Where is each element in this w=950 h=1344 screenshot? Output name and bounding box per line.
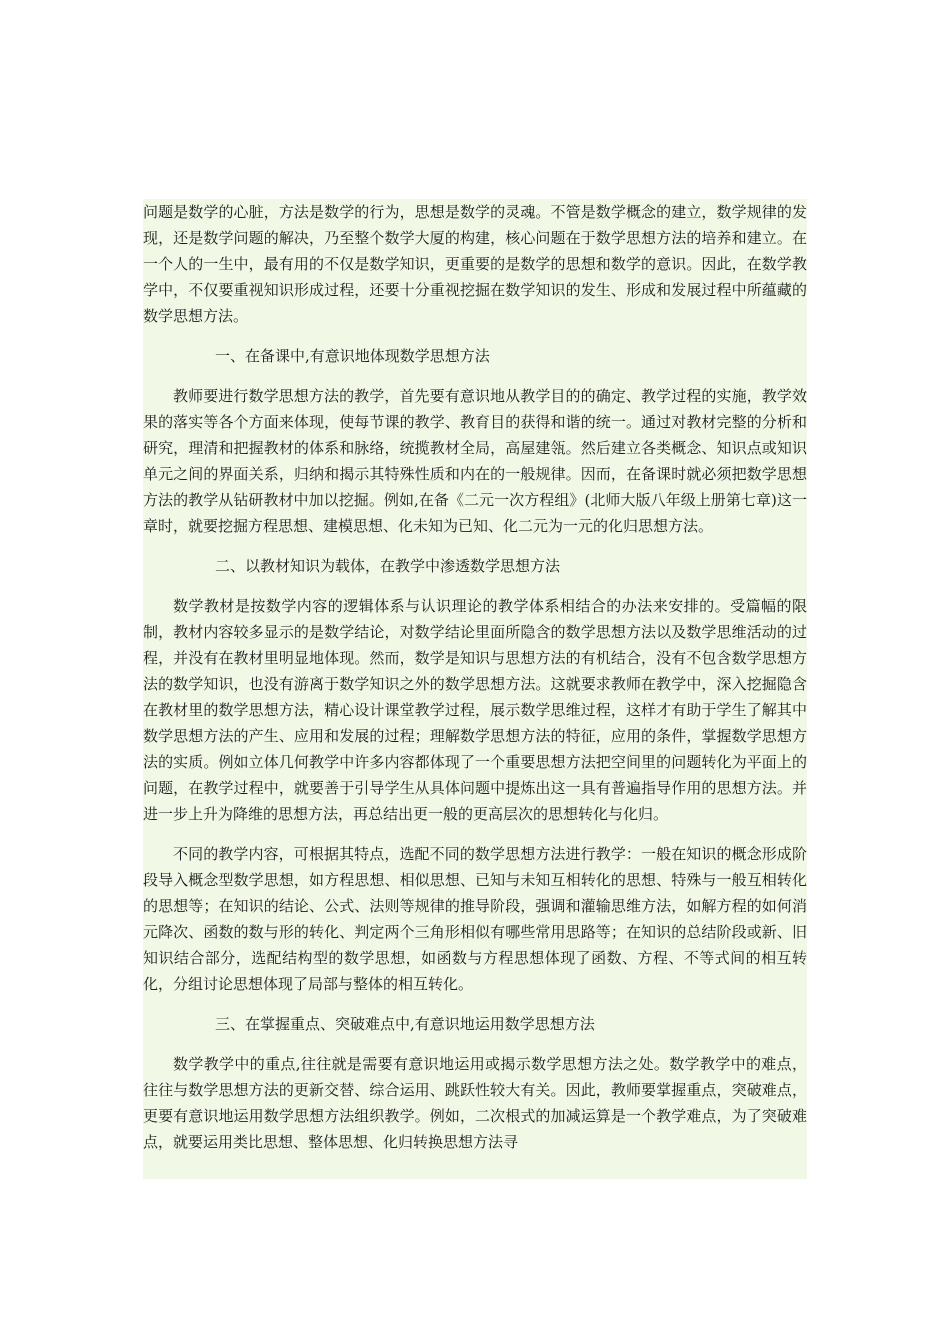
spacer [143, 997, 807, 1011]
spacer [143, 579, 807, 593]
spacer [143, 827, 807, 841]
intro-paragraph: 问题是数学的心脏，方法是数学的行为，思想是数学的灵魂。不管是数学概念的建立，数学规律的发现，还是数学问题的解决，乃至整个数学大厦的构建，核心问题在于数学思想方法的培养和建立。在一个人的一生中，最有用的不仅是数学知识，更重要的是数学的思想和数学的意识。因此，在数学教学中，不仅要重视知识形成过程，还要十分重视挖掘在数学知识的发生、形成和发展过程中所蕴藏的数学思想方法。 [143, 203, 807, 325]
section-1-paragraph: 教师要进行数学思想方法的教学，首先要有意识地从教学目的的确定、教学过程的实施，教学效果的落实等各个方面来体现，使每节课的教学、教育目的获得和谐的统一。通过对教材完整的分析和研究，理清和把握教材的体系和脉络，统揽教材全局，高屋建瓴。然后建立各类概念、知识点或知识单元之间的界面关系，归纳和揭示其特殊性质和内在的一般规律。因而，在备课时就必须把数学思想方法的教学从钻研教材中加以挖掘。例如,在备《二元一次方程组》(北师大版八年级上册第七章)这一章时，就要挖掘方程思想、建模思想、化未知为已知、化二元为一元的化归思想方法。 [143, 387, 807, 535]
spacer [143, 329, 807, 343]
document-body [143, 199, 807, 1179]
spacer [143, 369, 807, 383]
section-heading-3: 三、在掌握重点、突破难点中,有意识地运用数学思想方法 [215, 1015, 595, 1033]
section-2-paragraph-2: 不同的教学内容，可根据其特点，选配不同的数学思想方法进行教学：一般在知识的概念形成阶段导入概念型数学思想，如方程思想、相似思想、已知与未知互相转化的思想、特殊与一般互相转化的思想等；在知识的结论、公式、法则等规律的推导阶段，强调和灌输思维方法，如解方程的如何消元降次、函数的数与形的转化、判定两个三角形相似有哪些常用思路等；在知识的总结阶段或新、旧知识结合部分，选配结构型的数学思想，如函数与方程思想体现了函数、方程、不等式间的相互转化，分组讨论思想体现了局部与整体的相互转化。 [143, 845, 807, 993]
spacer [143, 539, 807, 553]
section-2-paragraph-1: 数学教材是按数学内容的逻辑体系与认识理论的教学体系相结合的办法来安排的。受篇幅的限制，教材内容较多显示的是数学结论，对数学结论里面所隐含的数学思想方法以及数学思维活动的过程，并没有在教材里明显地体现。然而，数学是知识与思想方法的有机结合，没有不包含数学思想方法的数学知识，也没有游离于数学知识之外的数学思想方法。这就要求教师在教学中，深入挖掘隐含在教材里的数学思想方法，精心设计课堂教学过程，展示数学思维过程，这样才有助于学生了解其中数学思想方法的产生、应用和发展的过程；理解数学思想方法的特征，应用的条件，掌握数学思想方法的实质。例如立体几何教学中许多内容都体现了一个重要思想方法把空间里的问题转化为平面上的问题，在教学过程中，就要善于引导学生从具体问题中提炼出这一具有普遍指导作用的思想方法。并进一步上升为降维的思想方法，再总结出更一般的更高层次的思想转化与化归。 [143, 597, 807, 823]
section-heading-1: 一、在备课中,有意识地体现数学思想方法 [215, 347, 490, 365]
section-3-paragraph: 数学教学中的重点,往往就是需要有意识地运用或揭示数学思想方法之处。数学教学中的难点，往往与数学思想方法的更新交替、综合运用、跳跃性较大有关。因此，教师要掌握重点，突破难点，更要有意识地运用数学思想方法组织教学。例如，二次根式的加减运算是一个教学难点，为了突破难点，就要运用类比思想、整体思想、化归转换思想方法寻 [143, 1055, 807, 1151]
spacer [143, 1037, 807, 1051]
section-heading-2: 二、以教材知识为载体，在教学中渗透数学思想方法 [215, 557, 561, 575]
